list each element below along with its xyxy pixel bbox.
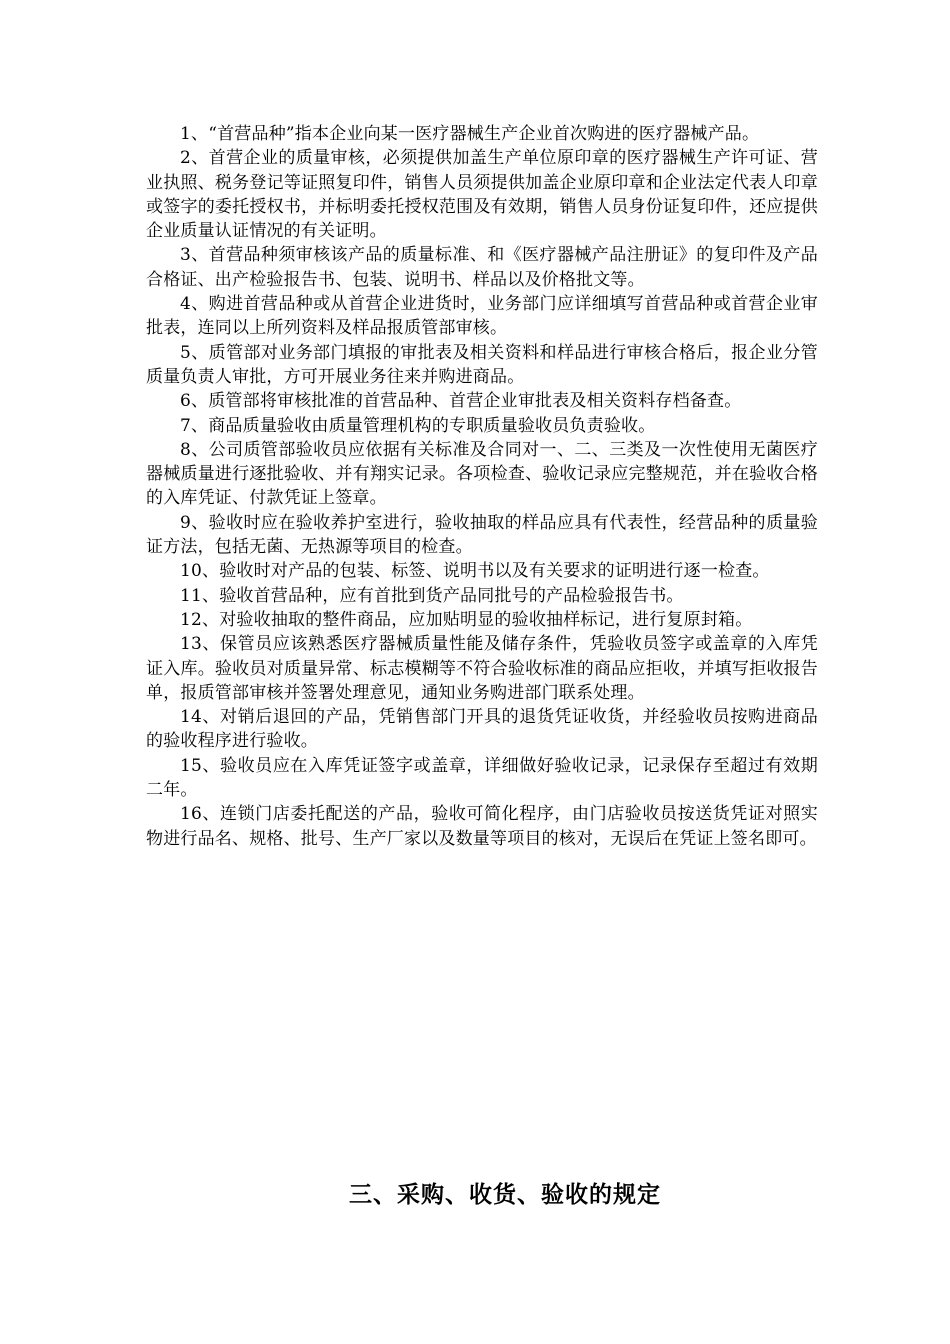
- paragraph-13: 13、保管员应该熟悉医疗器械质量性能及储存条件，凭验收员签字或盖章的入库凭证入库。验收员对质量异常、标志模糊等不符合验收标准的商品应拒收，并填写拒收报告单，报质管部审核并签署处理意见，通知业务购进部门联系处理。: [146, 634, 818, 703]
- body-text: [146, 122, 818, 851]
- paragraph-14: 14、对销后退回的产品，凭销售部门开具的退货凭证收货，并经验收员按购进商品的验收程序进行验收。: [146, 707, 818, 752]
- paragraph-5: 5、质管部对业务部门填报的审批表及相关资料和样品进行审核合格后，报企业分管质量负责人审批，方可开展业务往来并购进商品。: [146, 342, 818, 387]
- paragraph-6: 6、质管部将审核批准的首营品种、首营企业审批表及相关资料存档备查。: [180, 391, 742, 412]
- paragraph-3: 3、首营品种须审核该产品的质量标准、和《医疗器械产品注册证》的复印件及产品合格证、出产检验报告书、包装、说明书、样品以及价格批文等。: [146, 245, 818, 290]
- paragraph-7: 7、商品质量验收由质量管理机构的专职质量验收员负责验收。: [180, 415, 656, 436]
- paragraph-8: 8、公司质管部验收员应依据有关标准及合同对一、二、三类及一次性使用无菌医疗器械质量进行逐批验收、并有翔实记录。各项检查、验收记录应完整规范，并在验收合格的入库凭证、付款凭证上签章。: [146, 439, 818, 509]
- paragraph-1: 1、“首营品种”指本企业向某一医疗器械生产企业首次购进的医疗器械产品。: [180, 124, 760, 144]
- paragraph-15: 15、验收员应在入库凭证签字或盖章，详细做好验收记录，记录保存至超过有效期二年。: [146, 755, 818, 801]
- section-heading: 三、采购、收货、验收的规定: [349, 1181, 661, 1208]
- paragraph-12: 12、对验收抽取的整件商品，应加贴明显的验收抽样标记，进行复原封箱。: [180, 609, 753, 630]
- paragraph-11: 11、验收首营品种，应有首批到货产品同批号的产品检验报告书。: [180, 585, 684, 606]
- paragraph-2: 2、首营企业的质量审核，必须提供加盖生产单位原印章的医疗器械生产许可证、营业执照、税务登记等证照复印件，销售人员须提供加盖企业原印章和企业法定代表人印章或签字的委托授权书，并标明委托授权范围及有效期，销售人员身份证复印件，还应提供企业质量认证情况的有关证明。: [146, 148, 818, 242]
- paragraph-16: 16、连锁门店委托配送的产品，验收可简化程序，由门店验收员按送货凭证对照实物进行品名、规格、批号、生产厂家以及数量等项目的核对，无误后在凭证上签名即可。: [146, 804, 818, 849]
- paragraph-9: 9、验收时应在验收养护室进行，验收抽取的样品应具有代表性，经营品种的质量验证方法，包括无菌、无热源等项目的检查。: [146, 512, 818, 558]
- paragraph-4: 4、购进首营品种或从首营企业进货时，业务部门应详细填写首营品种或首营企业审批表，连同以上所列资料及样品报质管部审核。: [146, 294, 818, 339]
- paragraph-10: 10、验收时对产品的包装、标签、说明书以及有关要求的证明进行逐一检查。: [180, 561, 770, 582]
